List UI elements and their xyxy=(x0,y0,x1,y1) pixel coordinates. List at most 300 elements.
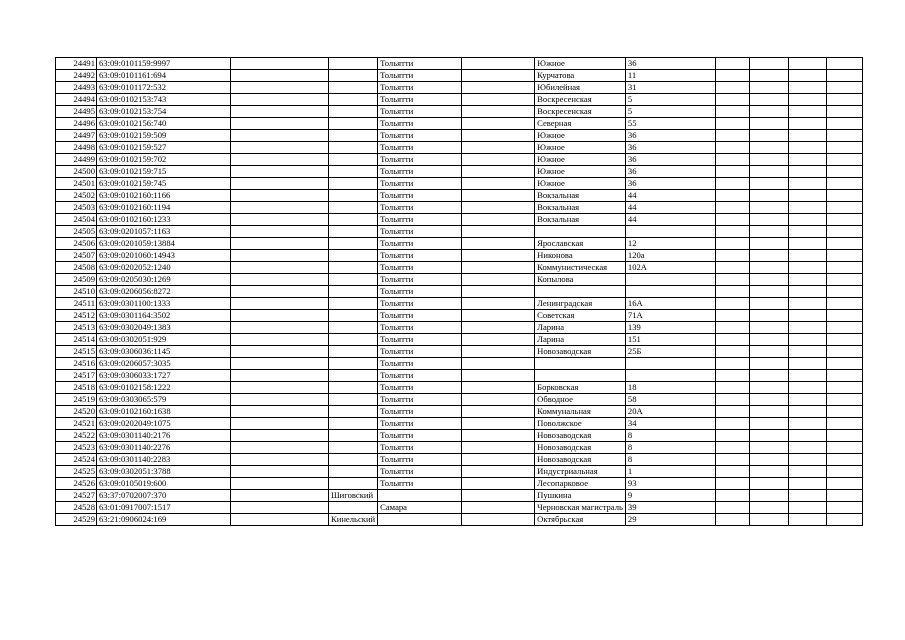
cell-blank xyxy=(826,514,862,526)
cell-blank xyxy=(788,214,826,226)
cell-blank xyxy=(749,286,788,298)
street-cell xyxy=(535,358,626,370)
street-cell xyxy=(535,370,626,382)
house-cell: 44 xyxy=(625,202,715,214)
cell-blank xyxy=(749,94,788,106)
cell-blank xyxy=(231,274,329,286)
row-number: 24521 xyxy=(56,418,97,430)
district-cell xyxy=(329,370,378,382)
cadastral-number: 63:37:0702007:370 xyxy=(97,490,231,502)
cell-blank xyxy=(462,130,535,142)
city-cell: Тольятти xyxy=(378,202,462,214)
cell-blank xyxy=(826,478,862,490)
cell-blank xyxy=(788,70,826,82)
city-cell: Тольятти xyxy=(378,70,462,82)
cell-blank xyxy=(826,154,862,166)
house-cell: 29 xyxy=(625,514,715,526)
row-number: 24493 xyxy=(56,82,97,94)
cell-blank xyxy=(788,238,826,250)
row-number: 24520 xyxy=(56,406,97,418)
cell-blank xyxy=(231,286,329,298)
cell-blank xyxy=(715,82,749,94)
cell-blank xyxy=(462,370,535,382)
district-cell xyxy=(329,82,378,94)
cell-blank xyxy=(826,214,862,226)
cell-blank xyxy=(788,118,826,130)
street-cell: Коммунальная xyxy=(535,406,626,418)
cell-blank xyxy=(826,166,862,178)
cell-blank xyxy=(749,82,788,94)
row-number: 24514 xyxy=(56,334,97,346)
cell-blank xyxy=(826,226,862,238)
district-cell xyxy=(329,442,378,454)
cell-blank xyxy=(715,502,749,514)
cell-blank xyxy=(749,202,788,214)
street-cell: Никонова xyxy=(535,250,626,262)
cell-blank xyxy=(715,358,749,370)
district-cell xyxy=(329,58,378,70)
cell-blank xyxy=(462,298,535,310)
cell-blank xyxy=(749,514,788,526)
cell-blank xyxy=(462,514,535,526)
row-number: 24518 xyxy=(56,382,97,394)
city-cell: Тольятти xyxy=(378,442,462,454)
cell-blank xyxy=(788,226,826,238)
street-cell: Курчатова xyxy=(535,70,626,82)
cell-blank xyxy=(231,394,329,406)
row-number: 24526 xyxy=(56,478,97,490)
cell-blank xyxy=(715,286,749,298)
city-cell: Тольятти xyxy=(378,238,462,250)
row-number: 24522 xyxy=(56,430,97,442)
cell-blank xyxy=(788,286,826,298)
cell-blank xyxy=(462,106,535,118)
house-cell: 1 xyxy=(625,466,715,478)
cell-blank xyxy=(462,250,535,262)
district-cell xyxy=(329,178,378,190)
house-cell: 16А xyxy=(625,298,715,310)
cadastral-number: 63:09:0102159:715 xyxy=(97,166,231,178)
cell-blank xyxy=(826,454,862,466)
row-number: 24495 xyxy=(56,106,97,118)
city-cell: Тольятти xyxy=(378,226,462,238)
city-cell: Тольятти xyxy=(378,310,462,322)
row-number: 24519 xyxy=(56,394,97,406)
cadastral-number: 63:09:0102158:1222 xyxy=(97,382,231,394)
cell-blank xyxy=(749,262,788,274)
city-cell: Тольятти xyxy=(378,262,462,274)
district-cell xyxy=(329,130,378,142)
table-row xyxy=(56,514,863,526)
street-cell: Индустриальная xyxy=(535,466,626,478)
table-row xyxy=(56,130,863,142)
cell-blank xyxy=(462,154,535,166)
cadastral-number: 63:09:0102160:1166 xyxy=(97,190,231,202)
city-cell: Тольятти xyxy=(378,58,462,70)
cadastral-number: 63:09:0301140:2283 xyxy=(97,454,231,466)
cell-blank xyxy=(231,166,329,178)
district-cell xyxy=(329,106,378,118)
district-cell xyxy=(329,94,378,106)
cell-blank xyxy=(462,466,535,478)
cell-blank xyxy=(231,454,329,466)
cadastral-number: 63:09:0202052:1240 xyxy=(97,262,231,274)
street-cell: Новозаводская xyxy=(535,454,626,466)
cell-blank xyxy=(788,418,826,430)
city-cell: Тольятти xyxy=(378,454,462,466)
district-cell xyxy=(329,358,378,370)
cell-blank xyxy=(462,178,535,190)
table-row xyxy=(56,82,863,94)
cell-blank xyxy=(749,190,788,202)
district-cell xyxy=(329,310,378,322)
cell-blank xyxy=(749,490,788,502)
cell-blank xyxy=(462,70,535,82)
cadastral-number: 63:09:0102153:754 xyxy=(97,106,231,118)
cadastral-number: 63:09:0306036:1145 xyxy=(97,346,231,358)
cell-blank xyxy=(788,442,826,454)
street-cell: Обводное xyxy=(535,394,626,406)
street-cell: Новозаводская xyxy=(535,346,626,358)
district-cell xyxy=(329,118,378,130)
cell-blank xyxy=(826,346,862,358)
cell-blank xyxy=(715,322,749,334)
cell-blank xyxy=(231,382,329,394)
house-cell: 34 xyxy=(625,418,715,430)
cell-blank xyxy=(826,310,862,322)
table-row xyxy=(56,142,863,154)
house-cell: 11 xyxy=(625,70,715,82)
cell-blank xyxy=(715,394,749,406)
table-row xyxy=(56,70,863,82)
cell-blank xyxy=(826,118,862,130)
cell-blank xyxy=(788,346,826,358)
cell-blank xyxy=(749,250,788,262)
district-cell xyxy=(329,274,378,286)
cell-blank xyxy=(462,490,535,502)
district-cell xyxy=(329,142,378,154)
table-row xyxy=(56,286,863,298)
cell-blank xyxy=(749,118,788,130)
cell-blank xyxy=(749,58,788,70)
district-cell xyxy=(329,406,378,418)
city-cell: Тольятти xyxy=(378,142,462,154)
table-row xyxy=(56,418,863,430)
street-cell: Копылова xyxy=(535,274,626,286)
cell-blank xyxy=(788,298,826,310)
city-cell: Тольятти xyxy=(378,334,462,346)
cadastral-number: 63:09:0102159:509 xyxy=(97,130,231,142)
cell-blank xyxy=(826,142,862,154)
cell-blank xyxy=(826,418,862,430)
city-cell: Тольятти xyxy=(378,418,462,430)
city-cell: Тольятти xyxy=(378,166,462,178)
table-row xyxy=(56,94,863,106)
house-cell: 36 xyxy=(625,178,715,190)
cell-blank xyxy=(715,478,749,490)
city-cell: Тольятти xyxy=(378,346,462,358)
house-cell xyxy=(625,286,715,298)
cell-blank xyxy=(788,394,826,406)
row-number: 24501 xyxy=(56,178,97,190)
cell-blank xyxy=(231,514,329,526)
row-number: 24515 xyxy=(56,346,97,358)
cell-blank xyxy=(231,298,329,310)
row-number: 24507 xyxy=(56,250,97,262)
house-cell: 20А xyxy=(625,406,715,418)
city-cell: Тольятти xyxy=(378,298,462,310)
house-cell: 18 xyxy=(625,382,715,394)
cell-blank xyxy=(231,490,329,502)
cell-blank xyxy=(749,370,788,382)
cell-blank xyxy=(231,202,329,214)
cell-blank xyxy=(462,346,535,358)
cell-blank xyxy=(788,514,826,526)
street-cell: Пушкина xyxy=(535,490,626,502)
cell-blank xyxy=(788,274,826,286)
district-cell xyxy=(329,166,378,178)
district-cell: Кинельский xyxy=(329,514,378,526)
cell-blank xyxy=(826,442,862,454)
district-cell xyxy=(329,430,378,442)
house-cell: 8 xyxy=(625,454,715,466)
street-cell: Южное xyxy=(535,178,626,190)
table-row xyxy=(56,166,863,178)
district-cell xyxy=(329,286,378,298)
cadastral-number: 63:09:0301164:3502 xyxy=(97,310,231,322)
street-cell: Ленинградская xyxy=(535,298,626,310)
cell-blank xyxy=(231,262,329,274)
row-number: 24516 xyxy=(56,358,97,370)
cell-blank xyxy=(715,406,749,418)
city-cell: Тольятти xyxy=(378,358,462,370)
cell-blank xyxy=(231,478,329,490)
cell-blank xyxy=(231,346,329,358)
cell-blank xyxy=(715,466,749,478)
table-row xyxy=(56,58,863,70)
cell-blank xyxy=(749,442,788,454)
cell-blank xyxy=(715,490,749,502)
street-cell: Новозаводская xyxy=(535,442,626,454)
row-number: 24504 xyxy=(56,214,97,226)
table-row xyxy=(56,490,863,502)
table-row xyxy=(56,382,863,394)
cell-blank xyxy=(749,478,788,490)
district-cell xyxy=(329,394,378,406)
cell-blank xyxy=(462,82,535,94)
street-cell: Поволжское xyxy=(535,418,626,430)
cell-blank xyxy=(788,406,826,418)
district-cell xyxy=(329,322,378,334)
house-cell: 55 xyxy=(625,118,715,130)
house-cell: 93 xyxy=(625,478,715,490)
district-cell xyxy=(329,214,378,226)
city-cell: Тольятти xyxy=(378,130,462,142)
cell-blank xyxy=(462,238,535,250)
house-cell: 151 xyxy=(625,334,715,346)
cadastral-number: 63:09:0302049:1383 xyxy=(97,322,231,334)
cell-blank xyxy=(231,358,329,370)
cell-blank xyxy=(826,322,862,334)
cell-blank xyxy=(231,238,329,250)
street-cell: Черновская магистраль xyxy=(535,502,626,514)
street-cell: Южное xyxy=(535,166,626,178)
row-number: 24494 xyxy=(56,94,97,106)
row-number: 24499 xyxy=(56,154,97,166)
district-cell xyxy=(329,298,378,310)
street-cell: Южное xyxy=(535,154,626,166)
cell-blank xyxy=(231,190,329,202)
city-cell: Тольятти xyxy=(378,250,462,262)
cell-blank xyxy=(715,274,749,286)
cell-blank xyxy=(788,490,826,502)
table-row xyxy=(56,466,863,478)
row-number: 24523 xyxy=(56,442,97,454)
cell-blank xyxy=(715,442,749,454)
cell-blank xyxy=(788,430,826,442)
cell-blank xyxy=(826,298,862,310)
city-cell: Тольятти xyxy=(378,118,462,130)
cell-blank xyxy=(715,166,749,178)
cadastral-number: 63:09:0102159:745 xyxy=(97,178,231,190)
district-cell xyxy=(329,478,378,490)
cell-blank xyxy=(462,442,535,454)
row-number: 24500 xyxy=(56,166,97,178)
table-row xyxy=(56,406,863,418)
cell-blank xyxy=(749,322,788,334)
cell-blank xyxy=(826,286,862,298)
street-cell: Октябрьская xyxy=(535,514,626,526)
cell-blank xyxy=(462,274,535,286)
street-cell: Северная xyxy=(535,118,626,130)
cell-blank xyxy=(826,202,862,214)
cadastral-number: 63:09:0302051:929 xyxy=(97,334,231,346)
city-cell: Тольятти xyxy=(378,430,462,442)
cell-blank xyxy=(462,418,535,430)
cell-blank xyxy=(788,262,826,274)
cadastral-number: 63:09:0102160:1638 xyxy=(97,406,231,418)
cadastral-number: 63:21:0906024:169 xyxy=(97,514,231,526)
street-cell xyxy=(535,286,626,298)
cadastral-number: 63:09:0206057:3035 xyxy=(97,358,231,370)
cell-blank xyxy=(715,310,749,322)
cell-blank xyxy=(788,190,826,202)
cell-blank xyxy=(715,262,749,274)
cell-blank xyxy=(749,406,788,418)
cadastral-number: 63:09:0102159:702 xyxy=(97,154,231,166)
cell-blank xyxy=(749,214,788,226)
cell-blank xyxy=(715,202,749,214)
cell-blank xyxy=(826,358,862,370)
cell-blank xyxy=(462,214,535,226)
cell-blank xyxy=(749,466,788,478)
district-cell xyxy=(329,262,378,274)
street-cell: Новозаводская xyxy=(535,430,626,442)
row-number: 24527 xyxy=(56,490,97,502)
cell-blank xyxy=(826,502,862,514)
row-number: 24510 xyxy=(56,286,97,298)
district-cell xyxy=(329,502,378,514)
row-number: 24508 xyxy=(56,262,97,274)
house-cell: 36 xyxy=(625,166,715,178)
cell-blank xyxy=(749,334,788,346)
cell-blank xyxy=(231,178,329,190)
cell-blank xyxy=(231,418,329,430)
table-row xyxy=(56,154,863,166)
house-cell: 139 xyxy=(625,322,715,334)
cell-blank xyxy=(462,394,535,406)
cell-blank xyxy=(462,502,535,514)
cell-blank xyxy=(788,370,826,382)
cell-blank xyxy=(788,130,826,142)
cell-blank xyxy=(749,298,788,310)
cell-blank xyxy=(826,190,862,202)
table-row xyxy=(56,370,863,382)
street-cell: Вокзальная xyxy=(535,190,626,202)
cell-blank xyxy=(788,334,826,346)
cell-blank xyxy=(826,238,862,250)
cell-blank xyxy=(749,130,788,142)
cell-blank xyxy=(715,454,749,466)
table-row xyxy=(56,454,863,466)
house-cell: 31 xyxy=(625,82,715,94)
street-cell: Юбилейная xyxy=(535,82,626,94)
cell-blank xyxy=(826,106,862,118)
cell-blank xyxy=(231,502,329,514)
house-cell: 8 xyxy=(625,430,715,442)
cell-blank xyxy=(826,394,862,406)
street-cell xyxy=(535,226,626,238)
cell-blank xyxy=(749,274,788,286)
table-row xyxy=(56,334,863,346)
cell-blank xyxy=(715,370,749,382)
cell-blank xyxy=(788,310,826,322)
cell-blank xyxy=(788,142,826,154)
street-cell: Южное xyxy=(535,130,626,142)
cell-blank xyxy=(826,334,862,346)
cell-blank xyxy=(462,358,535,370)
row-number: 24502 xyxy=(56,190,97,202)
street-cell: Борковская xyxy=(535,382,626,394)
cell-blank xyxy=(715,154,749,166)
house-cell: 44 xyxy=(625,214,715,226)
city-cell: Тольятти xyxy=(378,406,462,418)
cell-blank xyxy=(462,58,535,70)
cadastral-number: 63:09:0301140:2276 xyxy=(97,442,231,454)
cell-blank xyxy=(231,142,329,154)
cell-blank xyxy=(749,238,788,250)
cell-blank xyxy=(715,346,749,358)
house-cell: 39 xyxy=(625,502,715,514)
city-cell: Тольятти xyxy=(378,214,462,226)
table-row xyxy=(56,502,863,514)
city-cell: Тольятти xyxy=(378,178,462,190)
house-cell: 5 xyxy=(625,94,715,106)
registry-table xyxy=(55,57,863,526)
city-cell: Тольятти xyxy=(378,478,462,490)
table-row xyxy=(56,394,863,406)
cadastral-number: 63:09:0206056:8272 xyxy=(97,286,231,298)
cell-blank xyxy=(231,406,329,418)
cell-blank xyxy=(462,430,535,442)
house-cell xyxy=(625,370,715,382)
table-row xyxy=(56,226,863,238)
table-row xyxy=(56,202,863,214)
cell-blank xyxy=(826,94,862,106)
street-cell: Вокзальная xyxy=(535,214,626,226)
district-cell xyxy=(329,238,378,250)
row-number: 24506 xyxy=(56,238,97,250)
